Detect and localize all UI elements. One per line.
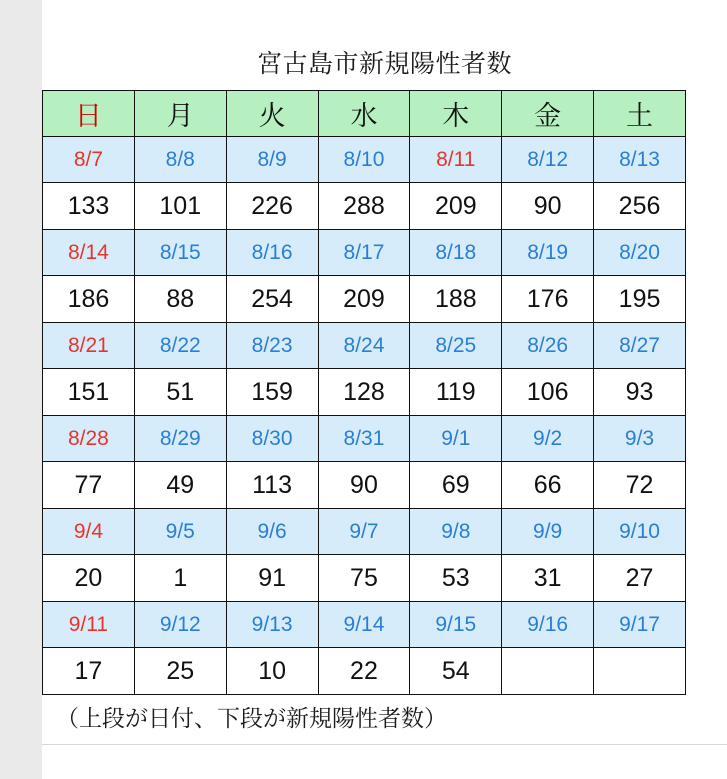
count-cell: 209 xyxy=(410,183,502,230)
table-row-counts xyxy=(43,369,686,416)
count-cell: 22 xyxy=(318,648,410,695)
date-cell: 9/10 xyxy=(594,509,686,555)
date-cell: 9/3 xyxy=(594,416,686,462)
count-cell: 75 xyxy=(318,555,410,602)
weekday-header-wednesday: 水 xyxy=(318,91,410,137)
date-cell: 9/1 xyxy=(410,416,502,462)
weekday-header-sunday: 日 xyxy=(43,91,135,137)
weekday-header-thursday: 木 xyxy=(410,91,502,137)
count-cell: 119 xyxy=(410,369,502,416)
count-cell: 91 xyxy=(226,555,318,602)
date-cell: 8/15 xyxy=(134,230,226,276)
table-row-counts xyxy=(43,183,686,230)
date-cell: 8/26 xyxy=(502,323,594,369)
count-cell: 133 xyxy=(43,183,135,230)
table-body xyxy=(43,137,686,695)
count-cell: 195 xyxy=(594,276,686,323)
table-row-dates xyxy=(43,509,686,555)
left-margin-band xyxy=(0,0,43,779)
table-row-counts xyxy=(43,276,686,323)
count-cell: 93 xyxy=(594,369,686,416)
date-cell: 9/2 xyxy=(502,416,594,462)
count-cell: 17 xyxy=(43,648,135,695)
count-cell: 88 xyxy=(134,276,226,323)
table-row-dates xyxy=(43,323,686,369)
count-cell: 51 xyxy=(134,369,226,416)
count-cell: 77 xyxy=(43,462,135,509)
date-cell: 8/31 xyxy=(318,416,410,462)
date-cell: 9/12 xyxy=(134,602,226,648)
date-cell: 8/18 xyxy=(410,230,502,276)
content-area xyxy=(42,0,727,779)
count-cell: 66 xyxy=(502,462,594,509)
count-cell: 159 xyxy=(226,369,318,416)
new-positive-cases-table xyxy=(42,90,686,695)
count-cell: 72 xyxy=(594,462,686,509)
count-cell: 20 xyxy=(43,555,135,602)
date-cell: 8/21 xyxy=(43,323,135,369)
date-cell: 8/10 xyxy=(318,137,410,183)
table-row-counts xyxy=(43,648,686,695)
date-cell: 8/12 xyxy=(502,137,594,183)
count-cell: 27 xyxy=(594,555,686,602)
weekday-header-friday: 金 xyxy=(502,91,594,137)
date-cell: 8/9 xyxy=(226,137,318,183)
date-cell: 9/9 xyxy=(502,509,594,555)
count-cell: 254 xyxy=(226,276,318,323)
table-note: （上段が日付、下段が新規陽性者数） xyxy=(56,705,447,731)
table-row-dates xyxy=(43,602,686,648)
table-row-counts xyxy=(43,462,686,509)
count-cell: 288 xyxy=(318,183,410,230)
date-cell: 8/13 xyxy=(594,137,686,183)
date-cell: 9/11 xyxy=(43,602,135,648)
date-cell: 8/28 xyxy=(43,416,135,462)
weekday-header-monday: 月 xyxy=(134,91,226,137)
count-cell: 186 xyxy=(43,276,135,323)
date-cell: 8/22 xyxy=(134,323,226,369)
count-cell: 176 xyxy=(502,276,594,323)
count-cell: 53 xyxy=(410,555,502,602)
count-cell: 25 xyxy=(134,648,226,695)
date-cell: 9/5 xyxy=(134,509,226,555)
date-cell: 8/30 xyxy=(226,416,318,462)
date-cell: 9/6 xyxy=(226,509,318,555)
table-row-counts xyxy=(43,555,686,602)
weekday-header-tuesday: 火 xyxy=(226,91,318,137)
date-cell: 8/7 xyxy=(43,137,135,183)
count-cell: 151 xyxy=(43,369,135,416)
count-cell: 1 xyxy=(134,555,226,602)
date-cell: 9/8 xyxy=(410,509,502,555)
count-cell: 128 xyxy=(318,369,410,416)
count-cell: 90 xyxy=(502,183,594,230)
date-cell: 9/14 xyxy=(318,602,410,648)
date-cell: 9/16 xyxy=(502,602,594,648)
count-cell: 101 xyxy=(134,183,226,230)
table-row-dates xyxy=(43,416,686,462)
date-cell: 8/14 xyxy=(43,230,135,276)
date-cell: 8/11 xyxy=(410,137,502,183)
date-cell: 8/27 xyxy=(594,323,686,369)
count-cell: 113 xyxy=(226,462,318,509)
date-cell: 8/23 xyxy=(226,323,318,369)
count-cell: 209 xyxy=(318,276,410,323)
count-cell: 188 xyxy=(410,276,502,323)
date-cell: 8/19 xyxy=(502,230,594,276)
count-cell xyxy=(502,648,594,695)
count-cell xyxy=(594,648,686,695)
count-cell: 90 xyxy=(318,462,410,509)
date-cell: 9/4 xyxy=(43,509,135,555)
date-cell: 8/16 xyxy=(226,230,318,276)
count-cell: 10 xyxy=(226,648,318,695)
count-cell: 256 xyxy=(594,183,686,230)
date-cell: 8/25 xyxy=(410,323,502,369)
table-row-dates xyxy=(43,230,686,276)
date-cell: 8/8 xyxy=(134,137,226,183)
date-cell: 9/13 xyxy=(226,602,318,648)
bottom-divider xyxy=(42,744,727,745)
date-cell: 8/20 xyxy=(594,230,686,276)
weekday-header-saturday: 土 xyxy=(594,91,686,137)
count-cell: 54 xyxy=(410,648,502,695)
date-cell: 8/24 xyxy=(318,323,410,369)
count-cell: 69 xyxy=(410,462,502,509)
count-cell: 31 xyxy=(502,555,594,602)
page-title: 宮古島市新規陽性者数 xyxy=(256,50,512,78)
table-row-dates xyxy=(43,137,686,183)
date-cell: 9/7 xyxy=(318,509,410,555)
count-cell: 106 xyxy=(502,369,594,416)
table-header-row xyxy=(43,91,686,137)
date-cell: 8/17 xyxy=(318,230,410,276)
date-cell: 9/15 xyxy=(410,602,502,648)
table-header xyxy=(43,91,686,137)
date-cell: 8/29 xyxy=(134,416,226,462)
count-cell: 226 xyxy=(226,183,318,230)
count-cell: 49 xyxy=(134,462,226,509)
date-cell: 9/17 xyxy=(594,602,686,648)
